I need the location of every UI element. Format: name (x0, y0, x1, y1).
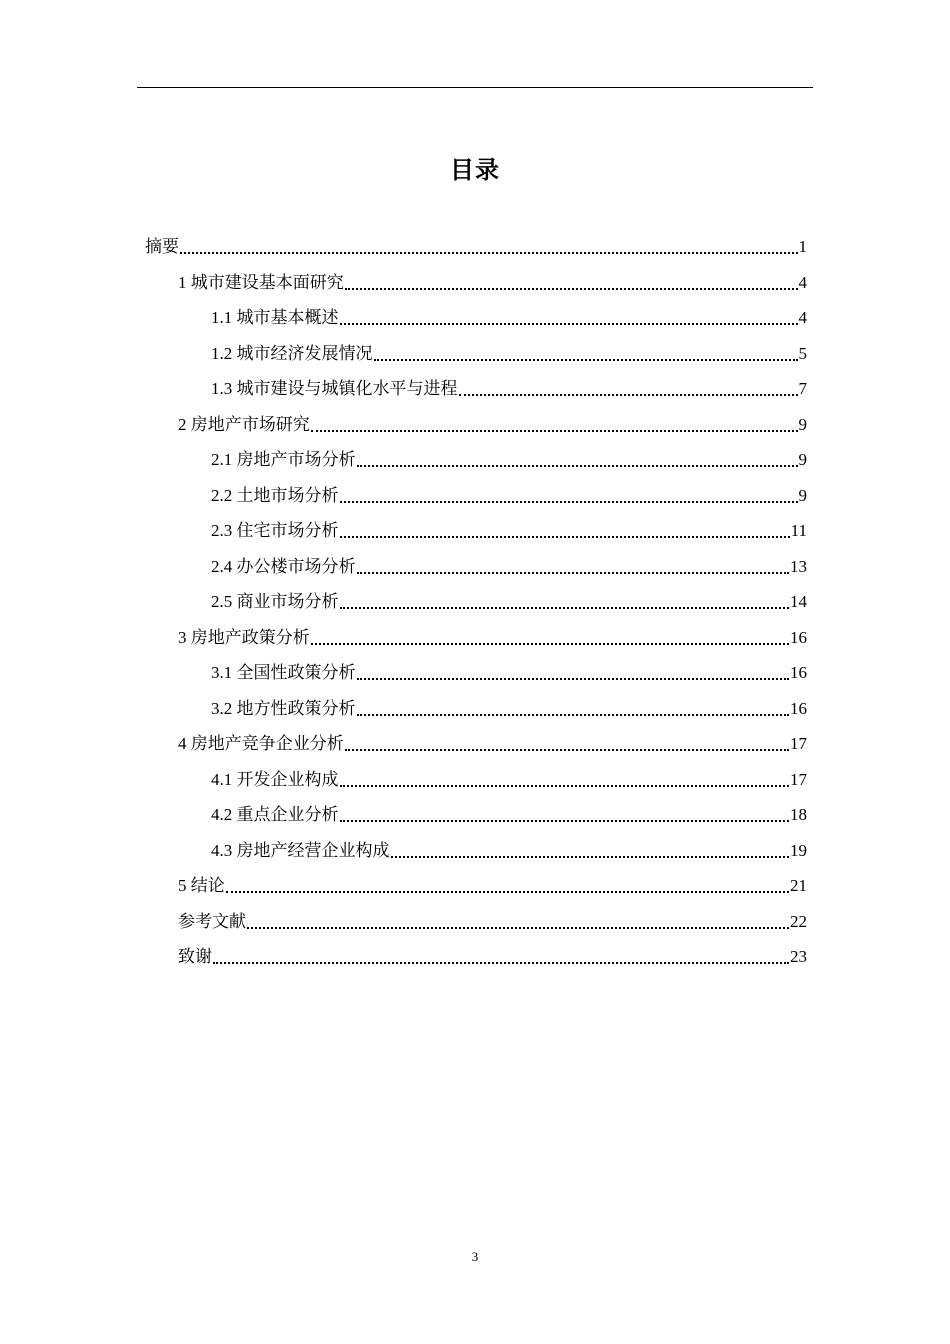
toc-entry-page: 4 (798, 308, 807, 327)
toc-entry[interactable] (211, 371, 807, 407)
toc-dot-leader (311, 642, 789, 645)
toc-entry[interactable] (145, 229, 807, 265)
toc-entry-label: 5 结论 (178, 876, 225, 895)
toc-entry[interactable] (178, 904, 807, 940)
toc-entry[interactable] (211, 336, 807, 372)
toc-entry-label: 2.2 土地市场分析 (211, 485, 339, 505)
header-rule (137, 87, 813, 88)
toc-entry[interactable] (178, 265, 807, 301)
toc-entry-page: 9 (798, 485, 807, 505)
toc-dot-leader (340, 500, 798, 503)
toc-entry-page: 5 (798, 343, 807, 363)
toc-entry-label: 摘要 (145, 237, 179, 256)
toc-entry-label: 致谢 (178, 947, 212, 966)
toc-entry-page: 9 (798, 450, 807, 469)
toc-entry-label: 2.4 办公楼市场分析 (211, 556, 356, 576)
toc-dot-leader (340, 535, 790, 538)
toc-entry-page: 1 (798, 237, 807, 256)
toc-entry-label: 4.1 开发企业构成 (211, 769, 339, 789)
toc-entry-label: 1.2 城市经济发展情况 (211, 343, 373, 363)
toc-entry-label: 2 房地产市场研究 (178, 414, 310, 434)
toc-entry-page: 11 (790, 521, 807, 540)
toc-entry[interactable] (178, 407, 807, 443)
toc-entry[interactable] (211, 478, 807, 514)
toc-dot-leader (345, 748, 789, 751)
toc-entry-label: 1.1 城市基本概述 (211, 308, 339, 327)
toc-entry[interactable] (211, 549, 807, 585)
toc-entry-page: 21 (790, 876, 807, 895)
toc-entry-label: 4.2 重点企业分析 (211, 805, 339, 824)
toc-entry-label: 1 城市建设基本面研究 (178, 272, 344, 292)
toc-dot-leader (357, 571, 790, 574)
toc-entry[interactable] (211, 513, 807, 549)
toc-entry[interactable] (211, 691, 807, 727)
toc-entry[interactable] (211, 300, 807, 336)
toc-dot-leader (247, 926, 789, 929)
toc-entry-page: 17 (790, 734, 807, 753)
toc-dot-leader (374, 358, 798, 361)
toc-dot-leader (180, 251, 798, 254)
toc-entry-page: 13 (790, 556, 807, 576)
toc-dot-leader (311, 429, 798, 432)
toc-dot-leader (459, 393, 798, 396)
toc-entry-page: 14 (790, 592, 807, 611)
toc-entry-label: 3.1 全国性政策分析 (211, 663, 356, 682)
toc-dot-leader (357, 464, 798, 467)
toc-entry[interactable] (211, 762, 807, 798)
toc-entry-page: 17 (790, 769, 807, 789)
toc-entry-page: 19 (790, 840, 807, 860)
toc-dot-leader (391, 855, 790, 858)
toc-entry-page: 16 (790, 663, 807, 682)
toc-entry-page: 16 (790, 627, 807, 647)
toc-entry[interactable] (178, 620, 807, 656)
toc-entry[interactable] (178, 939, 807, 975)
toc-entry-page: 18 (790, 805, 807, 824)
toc-entry-label: 2.5 商业市场分析 (211, 592, 339, 611)
toc-dot-leader (340, 322, 798, 325)
toc-entry[interactable] (178, 868, 807, 904)
toc-dot-leader (226, 890, 789, 893)
toc-entry[interactable] (211, 442, 807, 478)
toc-entry-label: 3 房地产政策分析 (178, 627, 310, 647)
toc-entry-page: 7 (798, 379, 807, 398)
toc-entry-label: 3.2 地方性政策分析 (211, 698, 356, 718)
toc-entry[interactable] (211, 797, 807, 833)
toc-dot-leader (213, 961, 789, 964)
toc-entry-page: 16 (790, 698, 807, 718)
toc-dot-leader (340, 606, 790, 609)
toc-dot-leader (357, 677, 790, 680)
toc-entry-label: 4 房地产竞争企业分析 (178, 734, 344, 753)
toc-entry-page: 23 (790, 947, 807, 966)
toc-entry-label: 参考文献 (178, 911, 246, 931)
toc-dot-leader (345, 287, 798, 290)
page-number: 3 (471, 1249, 479, 1264)
toc-dot-leader (340, 784, 790, 787)
toc-entry[interactable] (211, 655, 807, 691)
toc-entry[interactable] (178, 726, 807, 762)
toc-entry-label: 2.1 房地产市场分析 (211, 450, 356, 469)
toc-entry-label: 4.3 房地产经营企业构成 (211, 840, 390, 860)
toc-entry-label: 1.3 城市建设与城镇化水平与进程 (211, 379, 458, 398)
toc-dot-leader (357, 713, 790, 716)
toc-entry-page: 4 (798, 272, 807, 292)
toc-entry-page: 22 (790, 911, 807, 931)
toc-dot-leader (340, 819, 790, 822)
toc-entry[interactable] (211, 833, 807, 869)
toc-entry-label: 2.3 住宅市场分析 (211, 521, 339, 540)
toc-title: 目录 (450, 156, 500, 184)
toc-entry[interactable] (211, 584, 807, 620)
toc-entry-page: 9 (798, 414, 807, 434)
